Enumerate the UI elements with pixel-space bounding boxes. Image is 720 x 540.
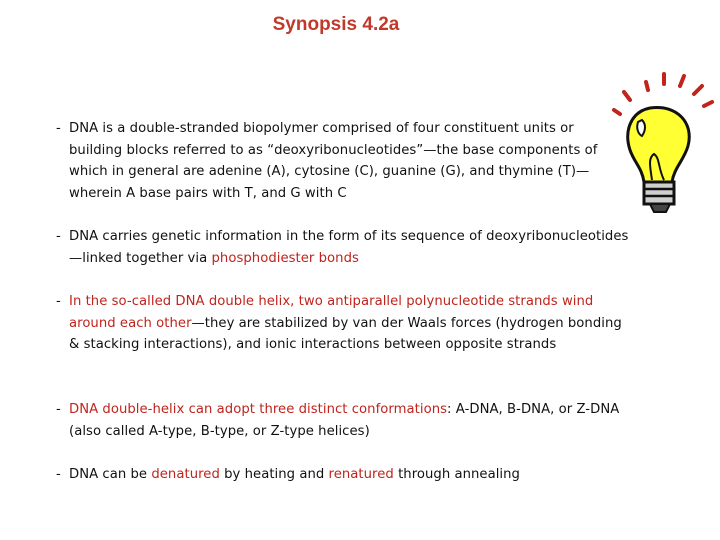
text-segment: DNA is a double-stranded biopolymer comprised of four constituent units or building blocks referred to as “deoxyribonucleotides”—the base components of which in general are adenine (A), cytosine (C), guanine (G), and thymine (T)—wherein A base pairs with T, and G with C [69,121,602,201]
bullet-dash: - [56,402,61,417]
bullet-item [56,118,629,204]
bullet-item [56,226,629,269]
bullet-text [69,467,520,482]
text-segment: through annealing [393,467,520,482]
text-segment: DNA can be [69,467,152,482]
text-segment: —they are stabilized by van der Waals forces (hydrogen bonding & stacking interactions), and ionic interactions between opposite strands [69,315,627,353]
bullet-item [56,399,629,442]
bullet-text [69,294,626,352]
highlighted-text: phosphodiester bonds [211,250,359,266]
bullet-item [56,464,629,486]
highlighted-text: DNA double-helix can adopt three distinct conformations [69,402,448,417]
bullet-text [69,229,628,266]
bullet-dash: - [56,121,61,136]
text-segment: by heating and [219,467,329,482]
bullet-text [69,402,624,439]
bulb-glass [628,107,689,182]
highlighted-text: In the so-called DNA double helix, two antiparallel polynucleotide strands wind around each other [69,294,598,331]
text-segment: : A-DNA, B-DNA, or Z-DNA (also called A-type, B-type, or Z-type helices) [69,402,624,439]
bullet-dash: - [56,467,61,482]
bullet-text [69,121,602,201]
text-segment: DNA carries genetic information in the form of its sequence of deoxyribonucleotides—linked together via [69,229,629,266]
page-title: Synopsis 4.2a [272,14,400,35]
bullet-dash: - [56,294,61,309]
highlighted-text: denatured [151,467,220,482]
bulb-base [644,182,674,204]
bullet-dash: - [56,229,61,244]
bullet-item [56,291,629,356]
highlighted-text: renatured [328,467,394,482]
